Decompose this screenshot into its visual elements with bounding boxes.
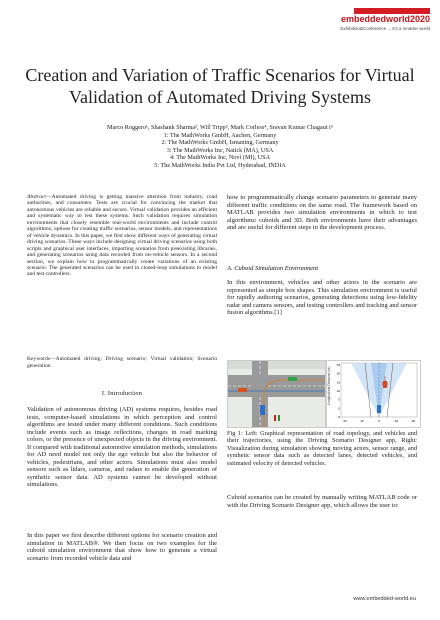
affiliation-3: 3: The MathWorks Inc, Natick (MA), USA	[166, 146, 274, 154]
x-tick-label: 0	[378, 419, 380, 423]
right-paragraph-1: how to programmatically change scenario parameters to generate many different traffic conditions on the same road. The framework based on MATLAB provides two simulation environments in which to test algorithms: cuboids and 3D. Both environments have their advantages and are useful for different steps in the development process.	[227, 194, 417, 232]
y-tick-label: -5	[337, 415, 340, 419]
figure-1-caption: Fig 1: Left: Graphical representation of road topology, and vehicles and their trajectories, using the Driving Scenario Designer app, Right: Visualization during simulation showing moving actors, sensor range, and synthetic sensor data such as detected lanes, detected vehicles, and estimated velocity of detected vehicles.	[227, 430, 417, 467]
footer-url: www.embedded-world.eu	[353, 596, 416, 602]
keywords: Keywords—Automated driving; Driving scenario; Virtual validation; Scenario generation	[27, 356, 217, 369]
affiliation-4: 4: The MathWorks Inc, Novi (MI), USA	[169, 154, 271, 162]
author-block	[60, 124, 380, 170]
figure-1	[227, 360, 419, 426]
x-tick-label: -20	[410, 419, 416, 423]
y-tick-label: 15	[336, 380, 340, 385]
road-topology-graphic	[228, 361, 325, 427]
y-tick-label: 20	[336, 371, 340, 376]
y-tick-label: 10	[336, 389, 340, 393]
logo-text: embeddedworld2020	[340, 14, 430, 24]
actor-vehicle-box	[238, 388, 247, 392]
y-tick-label: 25	[336, 363, 340, 367]
affiliation-1: 1: The MathWorks GmbH, Aachen, Germany	[163, 131, 277, 139]
abstract	[27, 194, 217, 278]
x-tick-label: -10	[393, 419, 399, 423]
embedded-world-logo	[290, 8, 430, 38]
right-paragraph-3: Cuboid scenarios can be created by manually writing MATLAB code or with the Driving Scenario Designer app, which allows the user to:	[227, 494, 417, 509]
affiliation-5: 5: The MathWorks India Pvt Ltd, Hyderabad, INDIA	[154, 161, 286, 169]
author-names: Marco Roggero¹, Shashank Sharma², Will Tripp³, Mark Corless⁴, Sravan Kumar Chagaut i⁵	[107, 124, 333, 131]
actor-vehicle-box	[288, 377, 297, 381]
section-heading-introduction: I. Introduction	[101, 390, 143, 397]
intro-paragraph-1: Validation of autonomous driving (AD) systems requires, besides road tests, computer-based simulations in which perception and control algorithms are tested under many different conditions. Such conditions include events such as image reflections, changes in road marking colors, or the presence of unexpected objects in the driving environment. If compared with traditional automotive simulation methods, simulations for AD need model not only the ego vehicle but also the behavior of vehicles, pedestrians, and other actors. Simulations must also model sensors such as lidars, cameras, and radars to enable the generation of synthetic sensor data. AD systems cannot be developed without simulations.	[27, 406, 217, 489]
y-tick-label: 0	[338, 406, 340, 411]
abstract-text: —Automated driving is getting massive attention from industry, road authorities, and consumers. Tests are crucial for convincing the market that autonomous vehicles are reliable and secure. Virtual validation provides an efficient and systematic way to test these systems. Such validation requires simulation environments that closely resemble real-world environments and include control algorithms, options for creating traffic scenarios, sensor models, and representations of vehicle dynamics. In this paper, we first show different ways of generating virtual driving scenarios. These ways include designing virtual driving scenarios using both scripts and graphical user interfaces, importing scenarios from preexisting libraries, and generating scenarios using data recorded from on-vehicle sensors. In a second section, we explain how to programmatically create variations of an existing scenario. The generated scenarios can be used in closed-loop simulations to model and test controllers.	[27, 194, 217, 278]
right-paragraph-2: In this environment, vehicles and other actors in the scenario are represented as simple box shapes. This simulation environment is useful for rapidly authoring scenarios, generating detections using low-fidelity radar and camera sensors, and testing controllers and tracking and sensor fusion algorithms.[1]	[227, 279, 417, 317]
intro-paragraph-2: In this paper we first describe different options for scenario creation and simulation in MATLAB®. We then focus on two examples for the cuboid simulation environment that show how to generate a virtual scenario from recorded vehicle data and	[27, 532, 217, 562]
figure-1-bird-eye-plot	[326, 360, 421, 428]
bird-eye-plot-graphic	[327, 361, 420, 427]
x-tick-label: 20	[343, 419, 347, 423]
x-tick-label: 10	[360, 419, 364, 423]
logo-subtitle: Exhibition&Conference ... it's a smarter world	[340, 26, 430, 31]
subsection-heading-cuboid: A. Cuboid Simulation Environment	[227, 265, 319, 272]
y-axis-label: Longitudinal Distance (m)	[327, 366, 331, 405]
affiliation-2: 2: The MathWorks GmbH, Ismaning, Germany	[161, 139, 279, 147]
paper-title: Creation and Variation of Traffic Scenarios for Virtual Validation of Automated Driving Systems	[25, 65, 415, 107]
ego-vehicle-box	[377, 405, 381, 413]
abstract-label: Abstract	[27, 194, 46, 200]
ego-vehicle-box	[260, 405, 265, 415]
y-tick-label: 5	[338, 397, 340, 402]
figure-1-road-topology	[227, 360, 326, 428]
